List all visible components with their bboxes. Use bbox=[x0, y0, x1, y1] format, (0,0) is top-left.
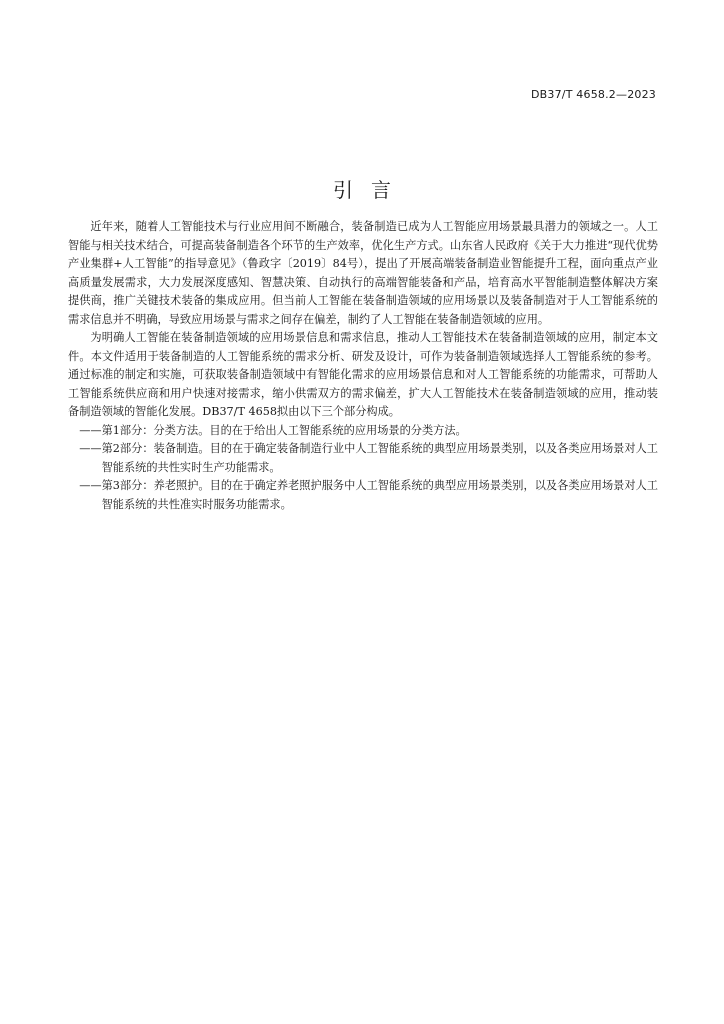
list-item-text: 第3部分：养老照护。目的在于确定养老照护服务中人工智能系统的典型应用场景类别，以及各类应用场景对人工智能系统的共性准实时服务功能需求。 bbox=[101, 479, 658, 511]
list-item-text: 第1部分：分类方法。目的在于给出人工智能系统的应用场景的分类方法。 bbox=[101, 423, 467, 437]
page-title: 引言 bbox=[333, 178, 409, 203]
paragraph: 近年来，随着人工智能技术与行业应用间不断融合，装备制造已成为人工智能应用场景最具潜力的领域之一。人工智能与相关技术结合，可提高装备制造各个环节的生产效率，优化生产方式。山东省人民政府《关于大力推进“现代优势产业集群+人工智能”的指导意见》（鲁政字〔2019〕84号），提出了开展高端装备制造业智能提升工程，面向重点产业高质量发展需求，大力发展深度感知、智慧决策、自动执行的高端智能装备和产品，培育高水平智能制造整体解决方案提供商，推广关键技术装备的集成应用。但当前人工智能在装备制造领域的应用场景以及装备制造对于人工智能系统的需求信息并不明确，导致应用场景与需求之间存在偏差，制约了人工智能在装备制造领域的应用。 bbox=[68, 220, 658, 326]
list-dash: —— bbox=[79, 442, 102, 455]
paragraph: 为明确人工智能在装备制造领域的应用场景信息和需求信息，推动人工智能技术在装备制造领域的应用，制定本文件。本文件适用于装备制造的人工智能系统的需求分析、研发及设计，可作为装备制造领域选择人工智能系统的参考。通过标准的制定和实施，可获取装备制造领域中有智能化需求的应用场景信息和对人工智能系统的功能需求，可帮助人工智能系统供应商和用户快速对接需求，缩小供需双方的需求偏差，扩大人工智能技术在装备制造领域的应用，推动装备制造领域的智能化发展。DB37/T 4658拟由以下三个部分构成。 bbox=[68, 331, 658, 418]
body-text bbox=[68, 218, 658, 514]
list-dash: —— bbox=[79, 423, 102, 437]
list-item-part-1 bbox=[68, 422, 658, 441]
list-item-text: 第2部分：装备制造。目的在于确定装备制造行业中人工智能系统的典型应用场景类别，以及各类应用场景对人工智能系统的共性实时生产功能需求。 bbox=[101, 442, 658, 474]
document-code: DB37/T 4658.2—2023 bbox=[530, 88, 656, 101]
list-dash: —— bbox=[79, 479, 102, 492]
list-item-part-3 bbox=[68, 477, 658, 514]
list-item-part-2 bbox=[68, 440, 658, 477]
